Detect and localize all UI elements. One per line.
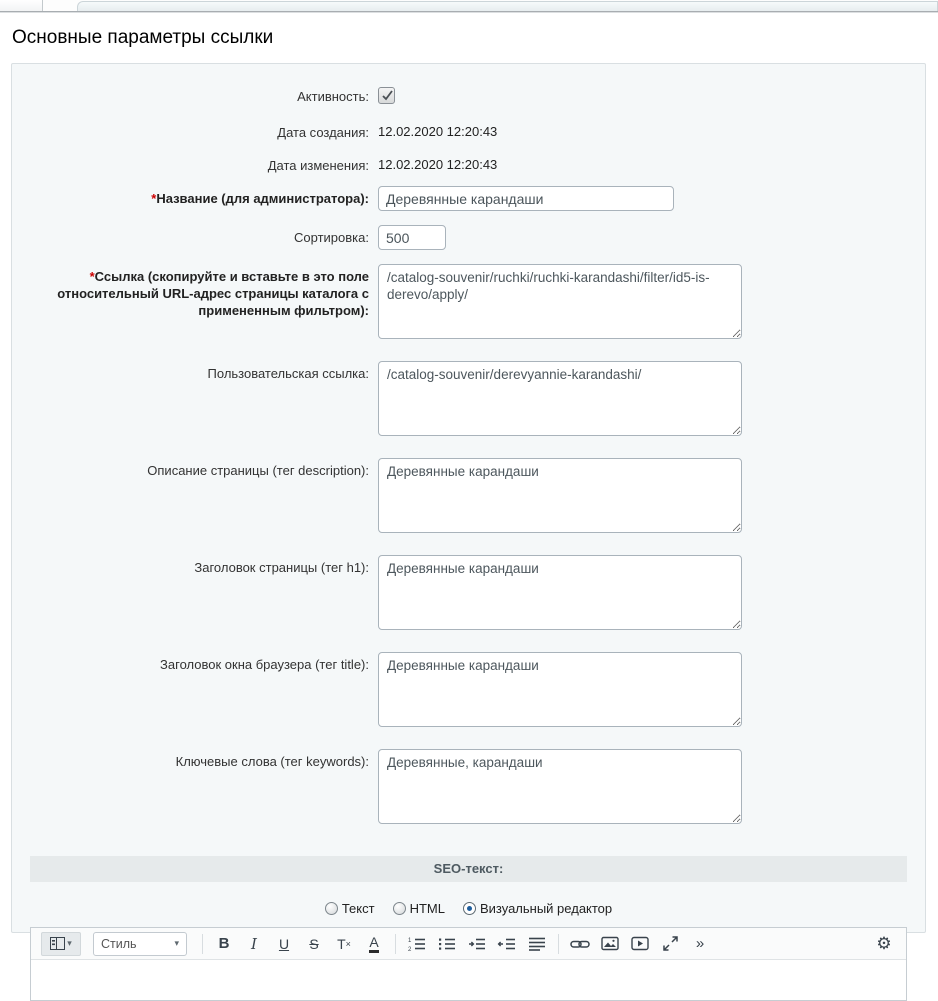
radio-icon[interactable] (463, 902, 476, 915)
required-mark: * (151, 191, 157, 206)
name-input[interactable] (378, 186, 674, 211)
mode-option-text[interactable] (325, 901, 375, 916)
h1-label: Заголовок страницы (тег h1): (194, 560, 369, 575)
fullscreen-button[interactable] (658, 932, 682, 956)
sort-label: Сортировка: (294, 230, 369, 245)
toolbar-separator (202, 934, 203, 954)
form-row-date-created (30, 120, 907, 141)
editor-mode-row (30, 901, 907, 916)
svg-text:2: 2 (408, 946, 412, 953)
fullscreen-icon (662, 935, 679, 952)
required-mark: * (89, 269, 95, 284)
description-textarea[interactable] (378, 458, 742, 533)
checkmark-icon (380, 88, 395, 103)
insert-image-button[interactable] (598, 932, 622, 956)
style-dropdown-value: Стиль (101, 936, 137, 951)
font-color-button[interactable]: A (362, 932, 386, 956)
insert-link-button[interactable] (568, 932, 592, 956)
activity-checkbox[interactable] (378, 87, 395, 104)
mode-label: HTML (409, 901, 445, 916)
indent-icon (468, 936, 486, 952)
form-row-title (30, 652, 907, 732)
mode-option-visual-editor[interactable] (463, 901, 612, 916)
video-icon (631, 936, 649, 951)
title-textarea[interactable] (378, 652, 742, 727)
link-textarea[interactable] (378, 264, 742, 339)
justify-icon (528, 936, 546, 952)
form-row-keywords (30, 749, 907, 829)
seo-section-header: SEO-текст: (30, 856, 907, 882)
date-modified-label: Дата изменения: (267, 158, 369, 173)
sort-input[interactable] (378, 225, 446, 250)
style-dropdown[interactable] (93, 932, 187, 956)
form-row-date-modified (30, 153, 907, 174)
form-row-h1 (30, 555, 907, 635)
active-tab-stub[interactable] (0, 0, 43, 11)
activity-label: Активность: (297, 89, 369, 104)
editor-content-area[interactable] (31, 960, 906, 1000)
components-icon (50, 937, 65, 950)
description-label: Описание страницы (тег description): (147, 463, 369, 478)
outdent-icon (498, 936, 516, 952)
unordered-list-icon (438, 936, 456, 952)
strikethrough-button[interactable]: S (309, 935, 319, 952)
indent-button[interactable] (465, 932, 489, 956)
outdent-button[interactable] (495, 932, 519, 956)
image-icon (601, 936, 619, 951)
form-row-description (30, 458, 907, 538)
italic-button[interactable]: I (251, 934, 257, 953)
title-label: Заголовок окна браузера (тег title): (160, 657, 369, 672)
visual-editor (30, 927, 907, 1001)
mode-label: Визуальный редактор (479, 901, 613, 916)
h1-textarea[interactable] (378, 555, 742, 630)
chevron-down-icon: ▾ (67, 938, 72, 948)
svg-text:1: 1 (408, 937, 412, 944)
name-label: *Название (для администратора): (151, 191, 369, 206)
clear-format-button[interactable]: T × (337, 935, 351, 952)
page-title: Основные параметры ссылки (12, 27, 274, 48)
toolbar-separator (558, 934, 559, 954)
form-row-custom-link (30, 361, 907, 441)
insert-video-button[interactable] (628, 932, 652, 956)
form-row-name (30, 186, 907, 211)
link-label: *Ссылка (скопируйте и вставьте в это поле относительный URL-адрес страницы каталога с примененным фильтром): (57, 269, 369, 318)
top-tab-strip (0, 0, 938, 12)
radio-icon[interactable] (325, 902, 338, 915)
date-created-label: Дата создания: (277, 125, 369, 140)
link-parameters-form (11, 63, 926, 953)
link-icon (570, 936, 590, 952)
chevron-down-icon: ▾ (174, 938, 179, 948)
inactive-tab-stub[interactable] (77, 1, 938, 11)
settings-gear-icon[interactable]: ⚙ (876, 933, 892, 953)
form-row-link (30, 264, 907, 344)
custom-link-textarea[interactable] (378, 361, 742, 436)
mode-option-html[interactable] (393, 901, 445, 916)
ordered-list-button[interactable] (405, 932, 429, 956)
mode-label: Текст (341, 901, 375, 916)
form-row-activity (30, 86, 907, 109)
underline-button[interactable]: U (278, 935, 290, 952)
justify-button[interactable] (525, 932, 549, 956)
date-modified-value: 12.02.2020 12:20:43 (378, 157, 498, 172)
toolbar-separator (395, 934, 396, 954)
radio-icon[interactable] (393, 902, 406, 915)
keywords-label: Ключевые слова (тег keywords): (175, 754, 369, 769)
bold-button[interactable]: B (218, 935, 230, 952)
form-row-sort (30, 225, 907, 250)
keywords-textarea[interactable] (378, 749, 742, 824)
ordered-list-icon (408, 936, 426, 952)
more-tools-button[interactable]: » (695, 935, 705, 952)
custom-link-label: Пользовательская ссылка: (207, 366, 369, 381)
unordered-list-button[interactable] (435, 932, 459, 956)
date-created-value: 12.02.2020 12:20:43 (378, 124, 498, 139)
components-menu-button[interactable] (41, 932, 81, 956)
editor-toolbar (31, 928, 906, 960)
